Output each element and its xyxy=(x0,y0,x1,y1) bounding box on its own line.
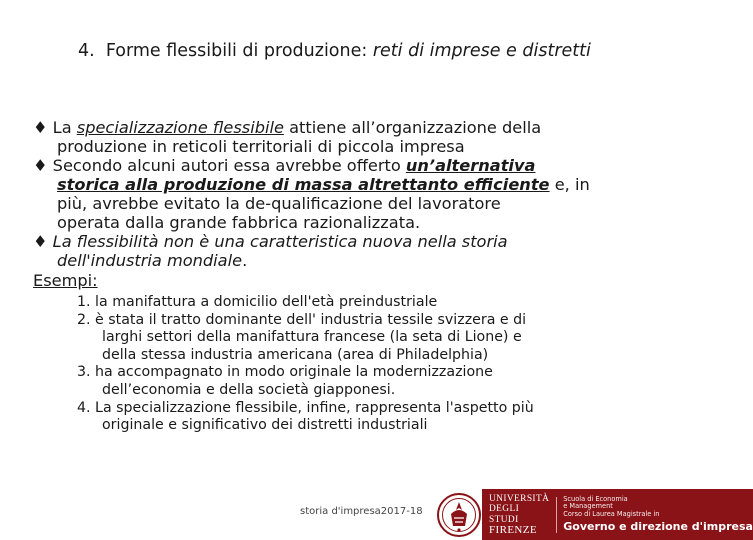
seal-emblem-icon xyxy=(436,492,482,538)
bullet-1 xyxy=(33,118,693,156)
department-small-2: e Management xyxy=(563,502,613,511)
university-line-3: FIRENZE xyxy=(489,523,538,536)
title-italic-text: reti di imprese e distretti xyxy=(372,41,591,61)
department-main: Governo e direzione d'impresa xyxy=(563,520,753,534)
university-logo xyxy=(436,489,753,540)
bullet-2-emphasis-1: un’alternativa xyxy=(405,156,536,175)
bullet-2-line-2 xyxy=(33,175,693,194)
examples-list xyxy=(77,294,693,435)
bullet-3-line-1: La flessibilità non è una caratteristica nuova nella storia xyxy=(52,232,508,251)
bullet-2-emphasis-2: storica alla produzione di massa altrettanto efficiente xyxy=(57,175,550,194)
seal-icon xyxy=(436,489,482,540)
bullet-2-line-4: operata dalla grande fabbrica razionalizzata. xyxy=(57,213,421,232)
university-name xyxy=(482,493,557,536)
bullet-1-emphasis: specializzazione flessibile xyxy=(76,118,284,137)
bullet-3-end: . xyxy=(242,251,248,270)
bullet-1-lead: La xyxy=(52,118,77,137)
bullet-2-lead: Secondo alcuni autori essa avrebbe offerto xyxy=(52,156,406,175)
example-item-3 xyxy=(77,364,693,399)
example-item-1 xyxy=(77,294,693,312)
example-4-line-1: 4. La specializzazione flessibile, infine, rappresenta l'aspetto più xyxy=(77,399,534,416)
department-small-3: Corso di Laurea Magistrale in xyxy=(563,509,660,518)
bullet-2-line-3: più, avrebbe evitato la de-qualificazione del lavoratore xyxy=(57,194,501,213)
university-line-1: UNIVERSITÀ xyxy=(489,493,550,504)
bullet-2 xyxy=(33,156,693,232)
example-4-line-2: originale e significativo dei distretti industriali xyxy=(102,417,428,434)
example-3-line-2: dell’economia e della società giapponesi. xyxy=(102,381,396,398)
department-small-1: Scuola di Economia xyxy=(563,494,628,503)
bullet-3-line-2-text: dell'industria mondiale xyxy=(57,251,243,270)
title-number: 4. xyxy=(78,41,95,61)
example-2-line-3: della stessa industria americana (area di Philadelphia) xyxy=(102,346,489,363)
slide-title xyxy=(78,41,591,61)
diamond-bullet-icon: ♦ xyxy=(33,232,48,251)
example-3-line-1: 3. ha accompagnato in modo originale la modernizzazione xyxy=(77,364,493,381)
bullet-1-continuation: produzione in reticoli territoriali di piccola impresa xyxy=(57,137,465,156)
university-line-2: DEGLI STUDI xyxy=(489,504,520,525)
logo-band xyxy=(482,489,753,540)
bullet-3 xyxy=(33,232,693,270)
diamond-bullet-icon: ♦ xyxy=(33,156,48,175)
slide-body xyxy=(33,118,693,435)
department-block xyxy=(557,496,753,533)
example-item-2 xyxy=(77,312,693,365)
example-item-4 xyxy=(77,400,693,435)
bullet-1-tail: attiene all’organizzazione della xyxy=(283,118,542,137)
footer-text: storia d'impresa2017-18 xyxy=(300,506,423,517)
example-2-line-2: larghi settori della manifattura francese (la seta di Lione) e xyxy=(102,329,522,346)
title-plain-text: Forme flessibili di produzione: xyxy=(105,41,373,61)
example-2-line-1: 2. è stata il tratto dominante dell' industria tessile svizzera e di xyxy=(77,311,527,328)
diamond-bullet-icon: ♦ xyxy=(33,118,48,137)
examples-heading: Esempi: xyxy=(33,271,98,290)
bullet-3-line-2 xyxy=(33,251,693,270)
example-1-line-1: 1. la manifattura a domicilio dell'età preindustriale xyxy=(77,294,438,310)
bullet-2-tail: e, in xyxy=(549,175,590,194)
